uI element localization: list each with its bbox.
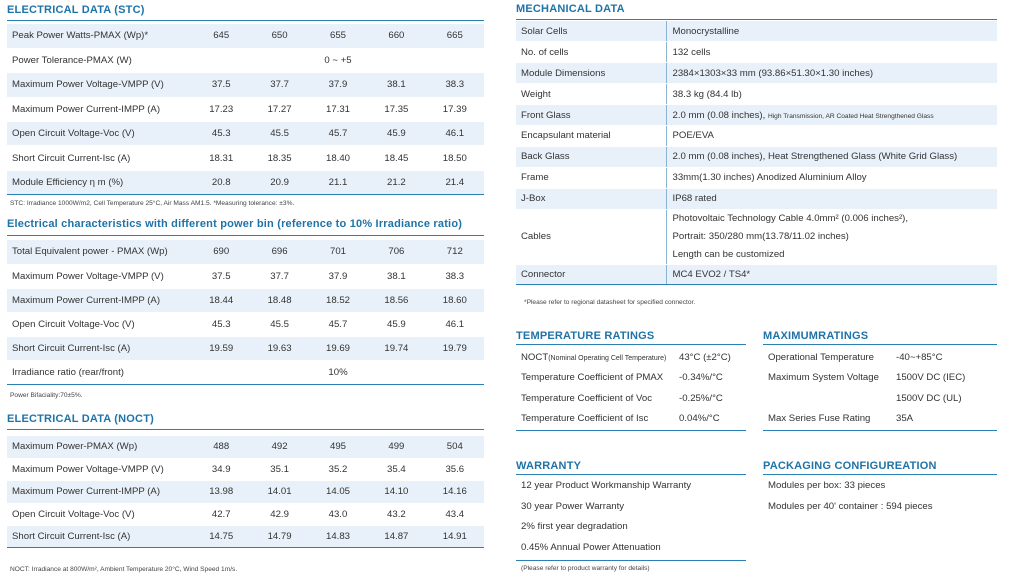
row-label: Short Circuit Current-Isc (A) [7,336,192,360]
label-text: NOCT [521,351,549,363]
row-label: Irradiance ratio (rear/front) [7,360,192,384]
table-row [7,312,484,336]
packaging-heading-rule [763,474,997,475]
cell-value: 37.5 [192,73,250,97]
list-item: Modules per 40' container : 594 pieces [768,500,933,512]
cell-value: 18.56 [367,288,425,312]
cell-value: 14.01 [250,481,308,503]
table-row [763,409,997,430]
cell-value: 13.98 [192,481,250,503]
cell-value: 701 [309,240,367,264]
cell-value: 488 [192,436,250,458]
value-text: 2.0 mm (0.08 inches), Heat Strengthened Glass (White Grid Glass) [672,151,958,163]
row-label: Short Circuit Current-Isc (A) [7,526,192,548]
cell-value: 35.4 [367,458,425,480]
row-label: Open Circuit Voltage-Voc (V) [7,312,192,336]
table-row [7,436,484,458]
table-row [516,42,997,63]
table-row [763,368,997,389]
cell-value: 35.6 [426,458,484,480]
value-text: MC4 EVO2 / TS4* [672,268,751,280]
stc-heading-rule [7,20,484,21]
cell-value: 45.5 [250,312,308,336]
cell-value: 17.35 [367,97,425,121]
list-item: 30 year Power Warranty [521,500,625,512]
stc-table [7,24,484,195]
cell-value: 650 [250,24,308,48]
row-label: Maximum Power Voltage-VMPP (V) [7,458,192,480]
table-row [763,347,997,368]
row-label: Back Glass [516,146,666,167]
cell-value: 46.1 [426,312,484,336]
cell-value: 37.9 [309,264,367,288]
cell-value: 43.0 [309,503,367,525]
row-value [666,264,997,285]
cell-value: 499 [367,436,425,458]
table-row [516,388,746,409]
value-text: 132 cells [672,46,711,58]
cell-value: 660 [367,24,425,48]
row-value [666,146,997,167]
row-label: Weight [516,84,666,105]
row-label: Open Circuit Voltage-Voc (V) [7,503,192,525]
row-label: Encapsulant material [516,125,666,146]
row-label: Module Dimensions [516,63,666,84]
row-value [666,42,997,63]
row-value: 0.04%/°C [679,413,720,425]
cell-value: 45.9 [367,122,425,146]
cell-value: 14.79 [250,526,308,548]
cell-value: 19.79 [426,336,484,360]
cable-line: Photovoltaic Technology Cable 4.0mm² (0.006 inches²), [672,212,909,224]
value-text: 2.0 mm (0.08 inches), [672,109,766,121]
cell-value: 45.7 [309,122,367,146]
table-row [7,24,484,48]
cell-value: 21.2 [367,170,425,194]
row-label: J-Box [516,188,666,209]
row-label [763,368,896,389]
cell-value: 18.31 [192,146,250,170]
mechanical-table [516,21,997,285]
label-text: Temperature Coefficient of PMAX [521,372,664,384]
noct-heading-rule [7,429,484,430]
table-row [7,146,484,170]
cell-value: 504 [426,436,484,458]
cell-value: 17.31 [309,97,367,121]
table-row [516,146,997,167]
row-label: No. of cells [516,42,666,63]
label-text: Maximum System Voltage [768,372,879,384]
cell-value: 19.69 [309,336,367,360]
cell-value: 495 [309,436,367,458]
cell-value: 655 [309,24,367,48]
table-row [7,458,484,480]
cell-value: 17.27 [250,97,308,121]
row-label: Module Efficiency η m (%) [7,170,192,194]
stc-note: STC: Irradiance 1000W/m2, Cell Temperature 25°C, Air Mass AM1.5. *Measuring tolerance: ±3%. [10,200,295,207]
cell-value: 14.75 [192,526,250,548]
cell-value: 17.23 [192,97,250,121]
label-text: Temperature Coefficient of Voc [521,392,653,404]
table-row [516,347,746,368]
cell-value: 21.4 [426,170,484,194]
row-label: Maximum Power Voltage-VMPP (V) [7,73,192,97]
cell-value: 14.87 [367,526,425,548]
cell-value: 38.1 [367,73,425,97]
warranty-note: (Please refer to product warranty for details) [521,565,650,572]
row-label: Connector [516,264,666,285]
table-row [7,122,484,146]
row-value [666,188,997,209]
cell-value: 712 [426,240,484,264]
row-label: Maximum Power Voltage-VMPP (V) [7,264,192,288]
row-label [516,368,679,389]
cell-value: 37.9 [309,73,367,97]
cell-value: 37.7 [250,73,308,97]
maxr-heading: MAXIMUMRATINGS [763,330,869,342]
table-row [516,167,997,188]
table-row [516,209,997,264]
temp-heading: TEMPERATURE RATINGS [516,330,655,342]
bin-table [7,240,484,385]
cell-value: 45.3 [192,122,250,146]
cell-value: 17.39 [426,97,484,121]
bin-note: Power Bifaciality:70±5%. [10,392,83,399]
table-row [763,388,997,409]
table-row [7,240,484,264]
warranty-bottom-rule [516,560,746,561]
temp-heading-rule [516,344,746,345]
row-label: Maximum Power-PMAX (Wp) [7,436,192,458]
row-label: Maximum Power Current-IMPP (A) [7,481,192,503]
row-value [666,63,997,84]
table-row [7,503,484,525]
cell-value: 34.9 [192,458,250,480]
row-label: Frame [516,167,666,188]
max-ratings-table [763,347,997,429]
row-label: Solar Cells [516,21,666,42]
table-row [516,21,997,42]
cell-value: 21.1 [309,170,367,194]
cell-value: 14.91 [426,526,484,548]
row-label: Short Circuit Current-Isc (A) [7,146,192,170]
cell-value: 14.16 [426,481,484,503]
cell-value: 43.2 [367,503,425,525]
cell-value: 35.2 [309,458,367,480]
table-row [516,63,997,84]
temp-bottom-rule [516,430,746,431]
row-label [763,409,896,430]
row-label: Maximum Power Current-IMPP (A) [7,288,192,312]
row-value: 1500V DC (UL) [896,392,962,404]
label-text: Operational Temperature [768,351,874,363]
row-label [763,388,896,409]
cell-value: 35.1 [250,458,308,480]
cell-value: 20.9 [250,170,308,194]
stc-heading: ELECTRICAL DATA (STC) [7,4,145,16]
value-small-text: High Transmission, AR Coated Heat Strengthened Glass [767,112,934,120]
row-label: Peak Power Watts-PMAX (Wp)* [7,24,192,48]
row-value [666,125,997,146]
packaging-heading: PACKAGING CONFIGUREATION [763,460,937,472]
table-row [516,188,997,209]
row-span-value: 10% [192,360,484,384]
cell-value: 690 [192,240,250,264]
cell-value: 14.83 [309,526,367,548]
table-row [7,288,484,312]
row-label: Open Circuit Voltage-Voc (V) [7,122,192,146]
row-value: 43°C (±2°C) [679,351,731,363]
list-item: 0.45% Annual Power Attenuation [521,541,661,553]
row-label: Power Tolerance-PMAX (W) [7,48,192,72]
cell-value: 14.10 [367,481,425,503]
warranty-heading: WARRANTY [516,460,582,472]
list-item: Modules per box: 33 pieces [768,480,886,491]
value-text: 2384×1303×33 mm (93.86×51.30×1.30 inches) [672,67,874,79]
label-text: Temperature Coefficient of Isc [521,413,649,425]
cell-value: 37.7 [250,264,308,288]
cell-value: 492 [250,436,308,458]
label-text: Max Series Fuse Rating [768,413,871,425]
table-row [516,84,997,105]
row-value: 35A [896,413,914,425]
table-row [7,264,484,288]
warranty-heading-rule [516,474,746,475]
cell-value: 38.3 [426,73,484,97]
table-row [7,73,484,97]
row-value [666,21,997,42]
cell-value: 45.5 [250,122,308,146]
noct-heading: ELECTRICAL DATA (NOCT) [7,413,154,425]
value-text: POE/EVA [672,130,714,142]
row-value [666,167,997,188]
row-value: -40~+85°C [896,351,943,363]
table-row [516,125,997,146]
row-value [666,105,997,126]
table-row [7,336,484,360]
cell-value: 19.63 [250,336,308,360]
cell-value: 18.50 [426,146,484,170]
warranty-list [516,476,746,558]
cell-value: 706 [367,240,425,264]
maxr-bottom-rule [763,430,997,431]
row-label: Cables [516,209,666,264]
cell-value: 645 [192,24,250,48]
cell-value: 18.35 [250,146,308,170]
cell-value: 20.8 [192,170,250,194]
value-text: 38.3 kg (84.4 lb) [672,88,742,100]
table-row [7,360,484,384]
bin-heading: Electrical characteristics with different power bin (reference to 10% Irradiance ratio) [7,218,463,230]
value-text: IP68 rated [672,193,717,205]
value-text: 33mm(1.30 inches) Anodized Aluminium Alloy [672,172,867,184]
cell-value: 14.05 [309,481,367,503]
noct-table [7,436,484,548]
row-value: -0.25%/°C [679,392,723,404]
table-row [516,105,997,126]
maxr-heading-rule [763,344,997,345]
row-span-value: 0 ~ +5 [192,48,484,72]
cell-value: 37.5 [192,264,250,288]
label-small-text: (Nominal Operating Cell Temperature) [548,354,667,362]
cell-value: 45.7 [309,312,367,336]
value-text: Monocrystalline [672,25,740,37]
row-label [516,388,679,409]
noct-note: NOCT: Irradiance at 800W/m², Ambient Temperature 20°C, Wind Speed 1m/s. [10,566,238,573]
table-row [7,97,484,121]
packaging-list [763,476,997,517]
row-value [666,84,997,105]
cable-line: Portrait: 350/280 mm(13.78/11.02 inches) [672,230,849,242]
cell-value: 38.3 [426,264,484,288]
cell-value: 19.59 [192,336,250,360]
cell-value: 696 [250,240,308,264]
table-row [7,48,484,72]
row-value: -0.34%/°C [679,372,723,384]
row-label: Maximum Power Current-IMPP (A) [7,97,192,121]
cell-value: 45.9 [367,312,425,336]
cable-line: Length can be customized [672,248,785,260]
cell-value: 43.4 [426,503,484,525]
list-item: 2% first year degradation [521,521,628,532]
cell-value: 45.3 [192,312,250,336]
row-label: Total Equivalent power - PMAX (Wp) [7,240,192,264]
table-row [7,170,484,194]
cell-value: 18.52 [309,288,367,312]
cell-value: 665 [426,24,484,48]
mech-note: *Please refer to regional datasheet for specified connector. [524,299,696,306]
cell-value: 42.9 [250,503,308,525]
table-row [516,409,746,430]
cell-value: 46.1 [426,122,484,146]
cell-value: 42.7 [192,503,250,525]
cell-value: 18.45 [367,146,425,170]
temperature-table [516,347,746,429]
cell-value: 19.74 [367,336,425,360]
table-row [516,264,997,285]
row-label [763,347,896,368]
row-label: Front Glass [516,105,666,126]
table-row [516,368,746,389]
cell-value: 38.1 [367,264,425,288]
cell-value: 18.48 [250,288,308,312]
row-label [516,409,679,430]
row-value [666,209,997,264]
bin-heading-rule [7,235,484,236]
cell-value: 18.44 [192,288,250,312]
cell-value: 18.60 [426,288,484,312]
cell-value: 18.40 [309,146,367,170]
mech-heading-rule [516,19,997,20]
table-row [7,526,484,548]
mech-heading: MECHANICAL DATA [516,3,625,15]
table-row [7,481,484,503]
row-label [516,347,679,368]
row-value: 1500V DC (IEC) [896,372,966,384]
list-item: 12 year Product Workmanship Warranty [521,480,692,491]
